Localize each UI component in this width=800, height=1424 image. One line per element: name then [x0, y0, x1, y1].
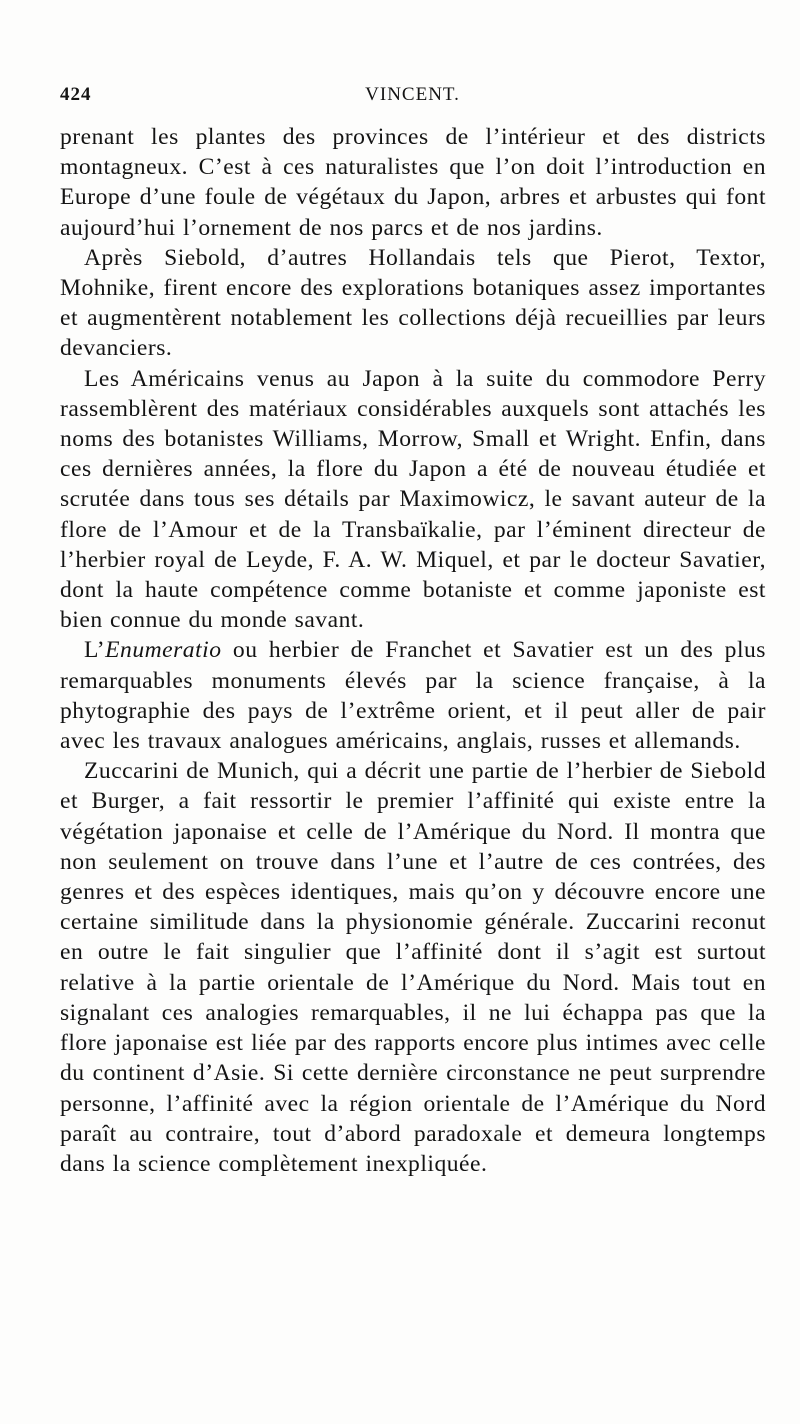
running-head — [60, 84, 765, 114]
enumeratio-prefix: L’ — [84, 637, 106, 664]
paragraph-continuation: prenant les plantes des provinces de l’intérieur et des districts montagneux. C’est à ces naturalistes que l’on doit l’introduction en Europe d’une foule de végétaux du Japon, arbres et arbustes qui font aujourd’hui l’ornement de nos parcs et de nos jardins. — [60, 124, 766, 241]
enumeratio-text: ou herbier de Franchet et Savatier est un des plus remarquables monuments élevés par la science française, à la phytographie des pays de l’extrême orient, et il peut aller de pair avec les travaux analogues américains, anglais, russes et allemands. — [60, 637, 766, 755]
enumeratio-title: Enumeratio — [105, 637, 222, 664]
running-title: VINCENT. — [365, 84, 460, 105]
paragraph-zuccarini: Zuccarini de Munich, qui a décrit une partie de l’herbier de Siebold et Burger, a fait ressortir le premier l’affinité qui existe entre la végétation japonaise et celle de l’Amérique du Nord. Il montra que non seulement on trouve dans l’une et l’autre de ces contrées, des genres et des espèces identiques, mais qu’on y découvre encore une certaine similitude dans la physionomie générale. Zuccarini reconut en outre le fait singulier que l’affinité dont il s’agit est surtout relative à la partie orientale de l’Amérique du Nord. Mais tout en signalant ces analogies remarquables, il ne lui échappa pas que la flore japonaise est liée par des rapports encore plus intimes avec celle du continent d’Asie. Si cette dernière circonstance ne peut surprendre personne, l’affinité avec la région orientale de l’Amérique du Nord paraît au contraire, tout d’abord paradoxale et demeura longtemps dans la science complètement inexpliquée. — [60, 758, 766, 1177]
paragraph-siebold-successors: Après Siebold, d’autres Hollandais tels que Pierot, Textor, Mohnike, firent encore des explorations botaniques assez importantes et augmentèrent notablement les collections déjà recueillies par leurs devanciers. — [60, 244, 766, 362]
body-text — [60, 122, 766, 1179]
page-number: 424 — [60, 84, 92, 105]
paragraph-enumeratio — [60, 635, 766, 756]
paragraph-american-botanists: Les Américains venus au Japon à la suite du commodore Perry rassemblèrent des matériaux considérables auxquels sont attachés les noms des botanistes Williams, Morrow, Small et Wright. Enfin, dans ces dernières années, la flore du Japon a été de nouveau étudiée et scrutée dans tous ses détails par Maximowicz, le savant auteur de la flore de l’Amour et de la Transbaïkalie, par l’éminent directeur de l’herbier royal de Leyde, F. A. W. Miquel, et par le docteur Savatier, dont la haute compétence comme botaniste et comme japoniste est bien connue du monde savant. — [60, 365, 766, 634]
